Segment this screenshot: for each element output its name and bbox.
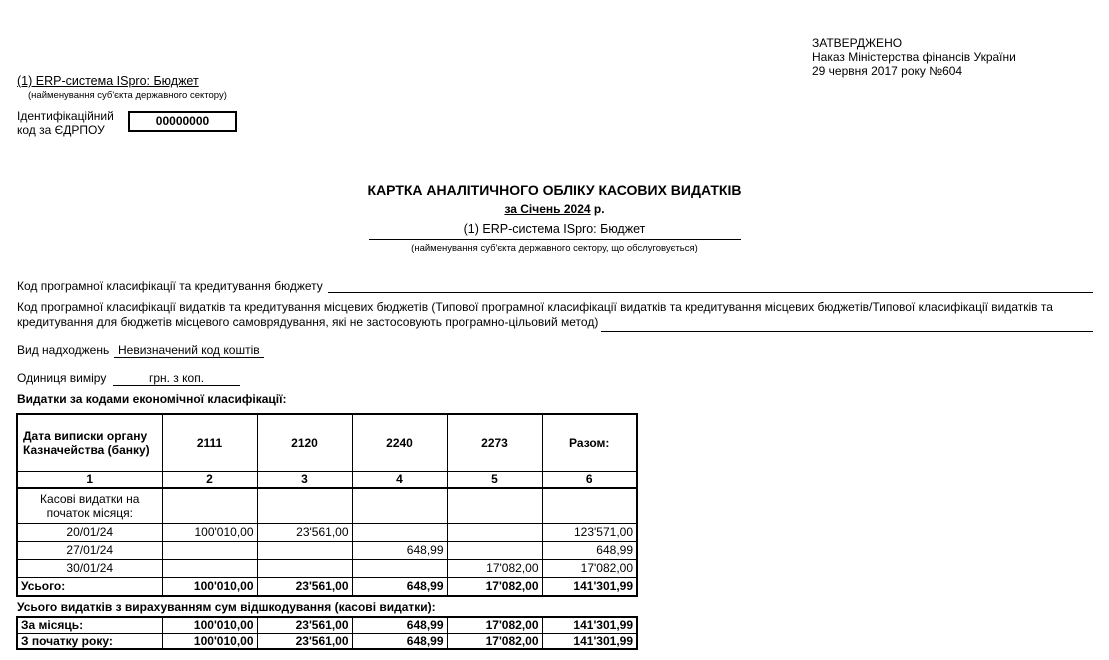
- summary-cell-value: 141'301,99: [542, 633, 637, 649]
- approval-line: Наказ Міністерства фінансів України: [812, 50, 1016, 64]
- table-cell-value: [352, 559, 447, 577]
- org-name-block: [17, 74, 227, 101]
- table-row: [17, 523, 637, 541]
- expenses-table-caption: Видатки за кодами економічної класифікації:: [17, 392, 287, 406]
- unit-field: [17, 371, 240, 386]
- total-cell-value: 23'561,00: [257, 577, 352, 596]
- table-cell-value: [352, 488, 447, 523]
- column-numbers-row: [17, 471, 637, 488]
- header-code-2120: 2120: [257, 414, 352, 471]
- expenses-table: [16, 413, 638, 597]
- receipts-label: Вид надходжень: [17, 343, 110, 357]
- expenses-table-header-row: [17, 414, 637, 471]
- table-row: [17, 541, 637, 559]
- column-number: 4: [352, 471, 447, 488]
- summary-cell-value: 648,99: [352, 617, 447, 633]
- org-name-center: (1) ERP-система ISpro: Бюджет: [369, 222, 741, 240]
- table-cell-value: 17'082,00: [542, 559, 637, 577]
- summary-cell-value: 100'010,00: [162, 617, 257, 633]
- edrpou-label: [17, 109, 114, 137]
- local-budget-code-field: [17, 300, 1093, 329]
- table-cell-value: 17'082,00: [447, 559, 542, 577]
- local-budget-code-blank-line: [601, 331, 1093, 332]
- table-cell-value: [447, 541, 542, 559]
- table-cell-value: 23'561,00: [257, 523, 352, 541]
- summary-cell-value: 23'561,00: [257, 633, 352, 649]
- summary-cell-value: 17'082,00: [447, 633, 542, 649]
- table-row: [17, 559, 637, 577]
- unit-value: грн. з коп.: [113, 371, 240, 386]
- table-cell-value: [162, 488, 257, 523]
- edrpou-label-line2: код за ЄДРПОУ: [17, 123, 105, 137]
- local-budget-code-text-line1: Код програмної класифікації видатків та кредитування місцевих бюджетів (Типової програмної класифікації видатків та кредитування місцевих бюджетів/Типової класифікації видатків та: [17, 300, 1053, 314]
- budget-code-label: Код програмної класифікації та кредитування бюджету: [17, 279, 323, 293]
- unit-label: Одиниця виміру: [17, 371, 107, 385]
- summary-row-label: З початку року:: [17, 633, 162, 649]
- table-cell-value: 100'010,00: [162, 523, 257, 541]
- header-code-2240: 2240: [352, 414, 447, 471]
- total-cell-value: 648,99: [352, 577, 447, 596]
- summary-cell-value: 23'561,00: [257, 617, 352, 633]
- summary-cell-value: 141'301,99: [542, 617, 637, 633]
- budget-code-blank-line: [328, 279, 1093, 293]
- column-number: 2: [162, 471, 257, 488]
- header-date-column: Дата виписки органу Казначейства (банку): [17, 414, 162, 471]
- table-cell-value: [257, 559, 352, 577]
- summary-row-year: [17, 633, 637, 649]
- summary-cell-value: 17'082,00: [447, 617, 542, 633]
- summary-row-month: [17, 617, 637, 633]
- report-period-value: за Січень 2024: [504, 202, 591, 216]
- column-number: 6: [542, 471, 637, 488]
- approval-block: [812, 36, 1016, 78]
- total-cell-value: 141'301,99: [542, 577, 637, 596]
- table-cell-value: 648,99: [542, 541, 637, 559]
- table-cell-value: [447, 523, 542, 541]
- table-cell-value: [352, 523, 447, 541]
- approval-line: ЗАТВЕРДЖЕНО: [812, 36, 903, 50]
- org-name: (1) ERP-система ISpro: Бюджет: [17, 74, 199, 88]
- table-cell-value: [542, 488, 637, 523]
- approval-line: 29 червня 2017 року №604: [812, 64, 963, 78]
- total-cell-value: 17'082,00: [447, 577, 542, 596]
- local-budget-code-text-line2: кредитування для бюджетів місцевого самоврядування, які не застосовують програмно-цільовий метод): [17, 314, 599, 329]
- table-cell-value: 648,99: [352, 541, 447, 559]
- receipts-field: [17, 343, 264, 358]
- table-cell-date: 20/01/24: [17, 523, 162, 541]
- summary-cell-value: 648,99: [352, 633, 447, 649]
- table-cell-date: 30/01/24: [17, 559, 162, 577]
- total-row: [17, 577, 637, 596]
- report-period: [0, 202, 1109, 216]
- table-cell-value: [257, 541, 352, 559]
- summary-row-label: За місяць:: [17, 617, 162, 633]
- page-title: КАРТКА АНАЛІТИЧНОГО ОБЛІКУ КАСОВИХ ВИДАТКІВ: [367, 182, 742, 198]
- org-name-caption: (найменування суб'єкта державного сектору): [28, 90, 227, 101]
- table-cell-value: [447, 488, 542, 523]
- header-total-column: Разом:: [542, 414, 637, 471]
- column-number: 3: [257, 471, 352, 488]
- header-code-2273: 2273: [447, 414, 542, 471]
- edrpou-label-line1: Ідентифікаційний: [17, 109, 114, 123]
- column-number: 5: [447, 471, 542, 488]
- column-number: 1: [17, 471, 162, 488]
- table-cell-value: [257, 488, 352, 523]
- report-period-suffix: р.: [590, 202, 605, 216]
- summary-table: [16, 616, 638, 650]
- receipts-value: Невизначений код коштів: [114, 343, 264, 358]
- budget-code-field: [17, 279, 1093, 293]
- table-cell-value: [162, 559, 257, 577]
- opening-balance-row: [17, 488, 637, 523]
- table-cell-date: 27/01/24: [17, 541, 162, 559]
- total-cell-value: 100'010,00: [162, 577, 257, 596]
- total-row-label: Усього:: [17, 577, 162, 596]
- summary-cell-value: 100'010,00: [162, 633, 257, 649]
- summary-caption: Усього видатків з вирахуванням сум відшкодування (касові видатки):: [17, 600, 436, 614]
- org-name-center-caption: (найменування суб'єкта державного сектору, що обслуговується): [411, 243, 698, 254]
- header-code-2111: 2111: [162, 414, 257, 471]
- table-cell-value: 123'571,00: [542, 523, 637, 541]
- title-block: [0, 182, 1109, 254]
- table-cell-value: [162, 541, 257, 559]
- edrpou-code-box: 00000000: [128, 111, 237, 132]
- opening-balance-label: Касові видатки на початок місяця:: [17, 488, 162, 523]
